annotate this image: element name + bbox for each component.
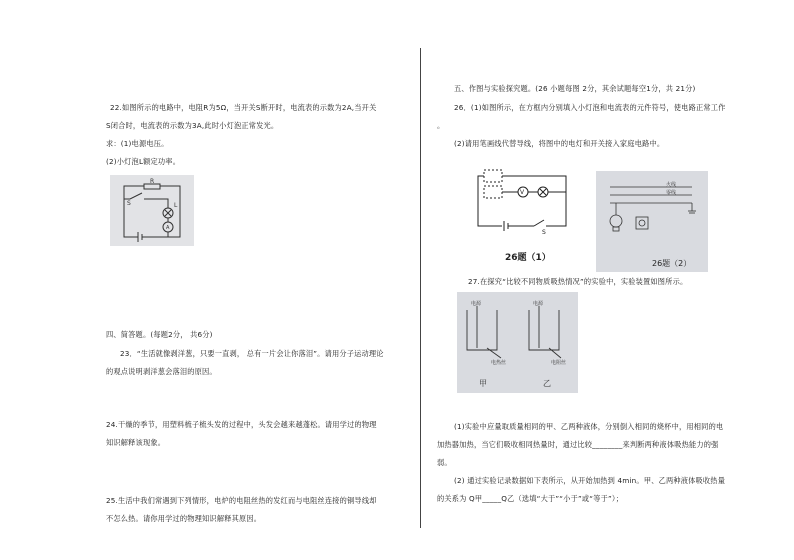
q27-1-text-3: 弱。 <box>437 458 452 467</box>
fig22-label-l: L <box>174 202 178 209</box>
fig22-circuit-svg <box>110 175 194 246</box>
fig22-label-a: A <box>166 225 170 231</box>
q23-text: 23．“生活就像剥洋葱，只要一直剥， 总有一片会让你落泪”。请用分子运动理论 <box>120 349 384 358</box>
q25-text-2: 不怎么热。请你用学过的物理知识解释其原因。 <box>106 514 262 523</box>
q26-text-b: 。 <box>437 121 445 130</box>
fig27-heater1-label: 电热丝 <box>491 360 507 366</box>
q22-ask: 求：(1)电源电压。 <box>106 139 169 148</box>
q24-text-2: 知识解释该现象。 <box>106 438 166 447</box>
q27-2-text: (2) 通过实验记录数据如下表所示，从开始加热到 4min。甲、乙两种液体吸收热量 <box>454 476 726 485</box>
fig26-label-s: S <box>542 229 546 236</box>
fig26-2-zero-label: 零线 <box>666 190 677 196</box>
q22-text-2: S闭合时，电流表的示数为3A,此时小灯泡正常发光。 <box>106 121 279 130</box>
fig26-2-caption: 26题（2） <box>652 259 692 268</box>
fig27-jia-label: 甲 <box>479 379 487 388</box>
q25-text: 25.生活中我们常遇到下列情形，电炉的电阻丝热的发红而与电阻丝连接的铜导线却 <box>106 496 377 505</box>
fig22-label-s: S <box>127 200 131 207</box>
fig26-2-fire-label: 火线 <box>666 182 677 188</box>
fig26-label-v: V <box>520 189 525 196</box>
fig22-circuit <box>110 175 194 246</box>
fig27-yi-label: 乙 <box>543 379 551 388</box>
section5-heading: 五、作图与实验探究题。(26 小题每图 2分，其余试题每空1分，共 21分) <box>454 84 696 93</box>
q26-2-text: (2)请用笔画线代替导线，将图中的电灯和开关接入家庭电路中。 <box>454 139 665 148</box>
q26-text: 26．(1)如图所示，在方框内分别填入小灯泡和电流表的元件符号，使电路正常工作 <box>454 103 726 112</box>
fig27-temp2-label: 电源 <box>533 301 544 307</box>
fig26-1-circuit <box>474 166 580 236</box>
fig27-photo <box>457 292 578 393</box>
fig22-label-r: R <box>150 178 155 185</box>
q27-text: 27.在探究“比较不同物质吸热情况”的实验中，实验装置如图所示。 <box>468 277 688 286</box>
q27-1-text: (1)实验中应量取质量相同的甲、乙两种液体，分别倒入相同的烧杯中，用相同的电 <box>454 422 724 431</box>
fig27-temp1-label: 电源 <box>471 301 482 307</box>
fig26-1-svg <box>474 166 580 236</box>
section4-heading: 四、简答题。(每题2分， 共6分) <box>106 330 213 339</box>
fig26-2-photo <box>596 171 708 272</box>
fig26-2-svg <box>596 171 708 272</box>
fig27-heater2-label: 电阻丝 <box>551 360 567 366</box>
fig26-1-caption: 26题（1） <box>505 253 551 263</box>
q22-ask-2: (2)小灯泡L额定功率。 <box>106 157 181 166</box>
q23-text-2: 的观点说明剥洋葱会落泪的原因。 <box>106 367 217 376</box>
q27-1-text-2: 加热器加热，当它们吸收相同热量时，通过比较________来判断两种液体吸热能力的强 <box>437 440 719 449</box>
q24-text: 24.干燥的季节，用塑料梳子梳头发的过程中，头发会越来越蓬松。请用学过的物理 <box>106 420 377 429</box>
q22-text: 22.如图所示的电路中，电阻R为5Ω，当开关S断开时，电流表的示数为2A,当开关 <box>110 103 377 112</box>
q27-2-text-2: 的关系为 Q甲_____Q乙（选填“大于”“小于”或“等于”）； <box>437 494 624 503</box>
column-divider <box>420 48 421 528</box>
fig27-svg <box>457 292 578 393</box>
